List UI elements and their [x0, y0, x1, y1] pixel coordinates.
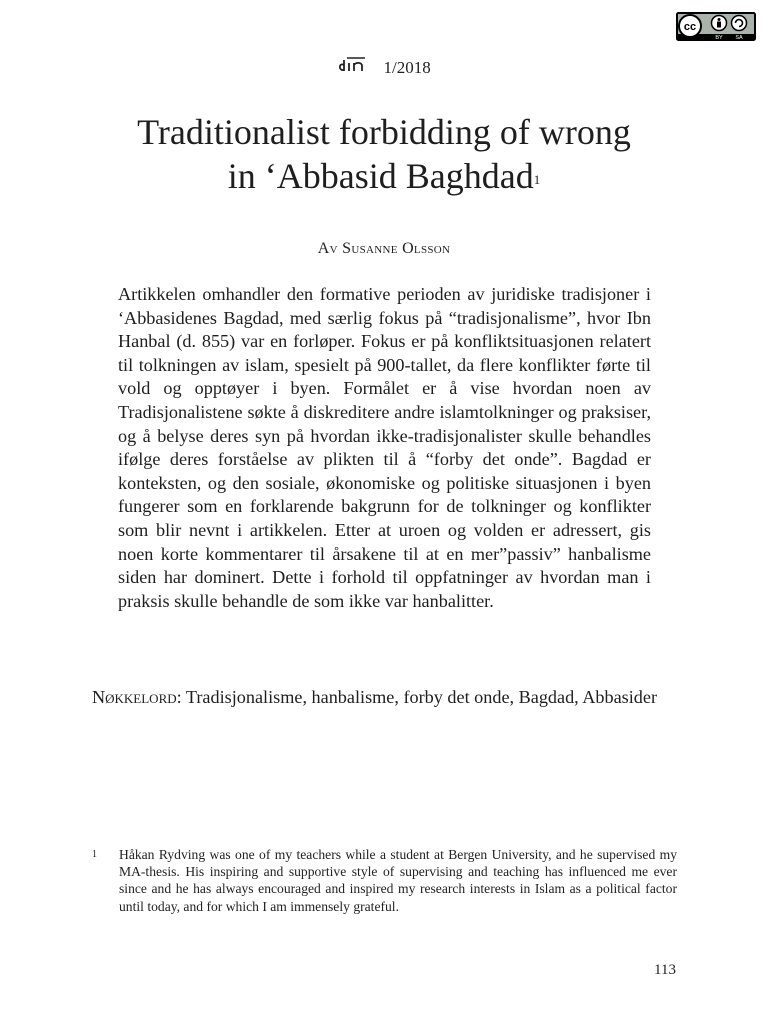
page-number: 113: [654, 962, 676, 978]
footnote: [92, 846, 677, 915]
cc-license-badge[interactable]: [676, 12, 756, 41]
svg-text:cc: cc: [683, 21, 697, 33]
author-name: Susanne Olsson: [342, 240, 451, 257]
author-prefix: Av: [317, 240, 338, 257]
journal-header: [0, 56, 768, 79]
din-logo-icon: [337, 56, 367, 79]
keywords-label: Nøkkelord:: [92, 687, 182, 707]
keywords: [92, 686, 675, 710]
journal-issue: 1/2018: [383, 57, 431, 77]
cc-sa-text: SA: [735, 35, 743, 41]
footnote-mark: 1: [92, 849, 97, 860]
cc-by-sa-icon: [676, 12, 756, 41]
author-line: [0, 240, 768, 258]
title-footnote-ref[interactable]: 1: [533, 172, 541, 187]
cc-by-text: BY: [715, 35, 723, 41]
article-title-line1: Traditionalist forbidding of wrong: [137, 112, 631, 152]
article-title-line2: in ‘Abbasid Baghdad: [227, 156, 534, 196]
keywords-list: Tradisjonalisme, hanbalisme, forby det onde, Bagdad, Abbasider: [185, 687, 658, 707]
footnote-text: Håkan Rydving was one of my teachers while a student at Bergen University, and he supervised my MA-thesis. His inspiring and supportive style of supervising and teaching has influenced me ever since and he has always encouraged and inspired my research interests in Islam as a political factor until today, and for which I am immensely grateful.: [119, 847, 677, 914]
abstract-text: Artikkelen omhandler den formative perioden av juridiske tradisjoner i ‘Abbasidenes Bagdad, med særlig fokus på “tradisjonalisme”, hvor Ibn Hanbal (d. 855) var en forløper. Fokus er på konfliktsituasjonen relatert til tolkningen av islam, spesielt på 900-tallet, da flere konflikter førte til vold og opptøyer i byen. Formålet er å vise hvordan noen av Tradisjonalistene søkte å diskreditere andre islamtolkninger og praksiser, og å belyse deres syn på hvordan ikke-tradisjonalister skulle behandles ifølge deres forståelse av plikten til å “forby det onde”. Bagdad er konteksten, og den sosiale, økonomiske og politiske situasjonen i byen fungerer som en forklarende bakgrunn for de tolkninger og konflikter som blir nevnt i artikkelen. Etter at uroen og volden er adressert, gis noen korte kommentarer til årsakene til at en mer”passiv” hanbalisme siden har dominert. Dette i forhold til oppfatninger av hvordan man i praksis skulle behandle de som ikke var hanbalitter.: [118, 284, 651, 611]
article-title: [60, 110, 708, 198]
